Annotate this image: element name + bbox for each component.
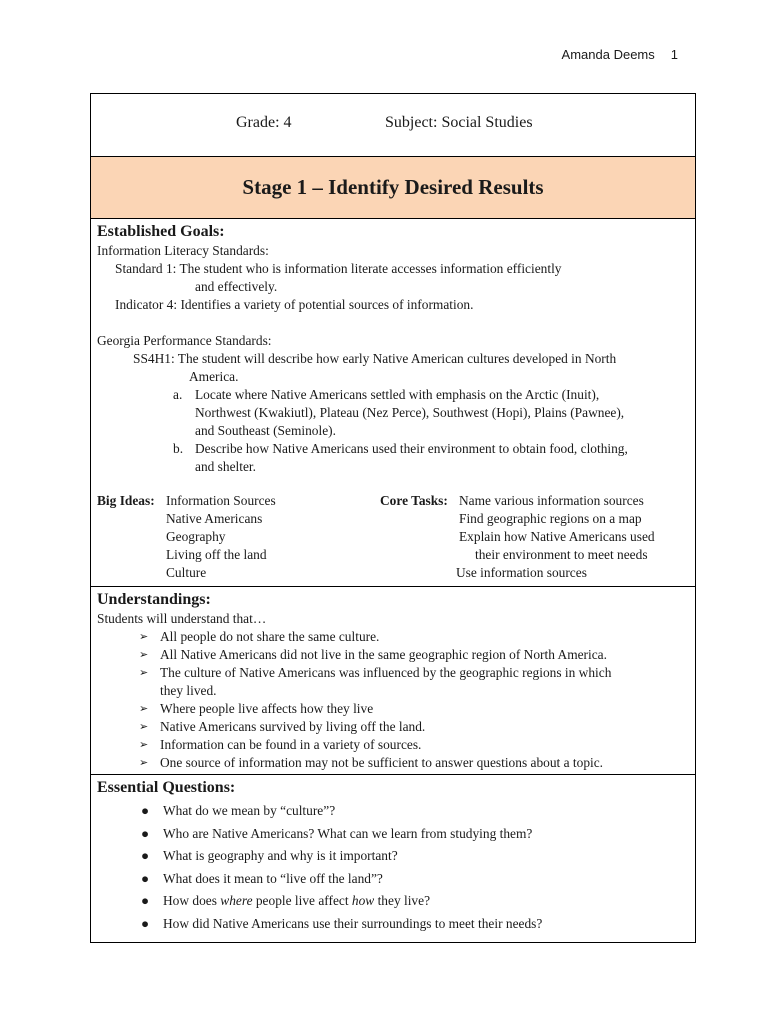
- understanding-line: One source of information may not be sufficient to answer questions about a topic.: [160, 755, 604, 770]
- gps-heading: Georgia Performance Standards:: [97, 333, 272, 348]
- goal-item-line: and Southeast (Seminole).: [195, 423, 336, 438]
- understanding-line: they lived.: [160, 683, 217, 698]
- big-idea-item: Native Americans: [166, 511, 263, 526]
- core-task-item: their environment to meet needs: [475, 547, 648, 562]
- understanding-item: [97, 718, 689, 736]
- understandings-list: [97, 628, 689, 772]
- dot-bullet-icon: ●: [141, 893, 150, 909]
- understanding-item: [97, 628, 689, 646]
- arrow-bullet-icon: ➢: [139, 739, 149, 751]
- lesson-plan-table: [90, 93, 696, 943]
- goal-items: [97, 386, 689, 476]
- understanding-line: The culture of Native Americans was influenced by the geographic regions in which: [160, 665, 612, 680]
- ss4h1-continued: America.: [189, 369, 239, 384]
- arrow-bullet-icon: ➢: [139, 721, 149, 733]
- goal-item-marker: b.: [173, 441, 184, 456]
- big-ideas-label: Big Ideas:: [97, 493, 155, 508]
- understanding-item: [97, 736, 689, 754]
- essential-questions-heading: Essential Questions:: [97, 779, 236, 796]
- essential-questions-list: [97, 800, 689, 936]
- understanding-line: All people do not share the same culture.: [160, 629, 380, 644]
- understanding-line: Native Americans survived by living off the land.: [160, 719, 426, 734]
- essential-question-text: How does where people live affect how they live?: [163, 893, 431, 909]
- dot-bullet-icon: ●: [141, 915, 150, 931]
- big-idea-item: Culture: [166, 565, 207, 580]
- ss4h1-line: SS4H1: The student will describe how early Native American cultures developed in North: [133, 351, 617, 366]
- author-name: Amanda Deems: [561, 47, 655, 62]
- big-idea-item: Living off the land: [166, 547, 267, 562]
- essential-question-item: [97, 823, 689, 846]
- arrow-bullet-icon: ➢: [139, 703, 149, 715]
- core-tasks-label: Core Tasks:: [380, 493, 448, 508]
- understanding-item: [97, 664, 689, 700]
- understanding-item: [97, 700, 689, 718]
- stage-title: Stage 1 – Identify Desired Results: [91, 157, 695, 219]
- essential-question-item: [97, 913, 689, 936]
- essential-questions-section: [91, 775, 695, 942]
- subject-label: Subject: Social Studies: [385, 114, 533, 131]
- core-task-item: Use information sources: [456, 565, 587, 580]
- goal-item-line: Locate where Native Americans settled with emphasis on the Arctic (Inuit),: [195, 387, 600, 402]
- core-task-item: Name various information sources: [459, 493, 644, 508]
- essential-question-text: What is geography and why is it important?: [163, 848, 398, 864]
- essential-question-item: [97, 890, 689, 913]
- understanding-line: Information can be found in a variety of sources.: [160, 737, 422, 752]
- dot-bullet-icon: ●: [141, 848, 150, 864]
- info-literacy-heading: Information Literacy Standards:: [97, 243, 269, 258]
- essential-question-item: [97, 845, 689, 868]
- dot-bullet-icon: ●: [141, 803, 150, 818]
- core-task-item: Explain how Native Americans used: [459, 529, 655, 544]
- arrow-bullet-icon: ➢: [139, 667, 149, 679]
- goal-item-marker: a.: [173, 387, 183, 402]
- essential-question-text: What does it mean to “live off the land”?: [163, 870, 383, 886]
- understandings-intro: Students will understand that…: [97, 611, 267, 626]
- essential-question-text: What do we mean by “culture”?: [163, 803, 336, 818]
- arrow-bullet-icon: ➢: [139, 631, 149, 643]
- goals-heading: Established Goals:: [97, 223, 225, 240]
- goal-item-line: Northwest (Kwakiutl), Plateau (Nez Perce), Southwest (Hopi), Plains (Pawnee),: [195, 405, 625, 420]
- dot-bullet-icon: ●: [141, 825, 150, 841]
- understanding-line: Where people live affects how they live: [160, 701, 374, 716]
- understanding-item: [97, 646, 689, 664]
- understandings-heading: Understandings:: [97, 591, 211, 608]
- goal-item-line: Describe how Native Americans used their environment to obtain food, clothing,: [195, 441, 628, 456]
- indicator-4-line: Indicator 4: Identifies a variety of potential sources of information.: [115, 297, 474, 312]
- essential-question-text: Who are Native Americans? What can we learn from studying them?: [163, 825, 533, 841]
- standard-1-line: Standard 1: The student who is information literate accesses information efficiently: [115, 261, 562, 276]
- grade-subject-row: [91, 94, 695, 157]
- essential-question-item: [97, 868, 689, 891]
- big-idea-item: Information Sources: [166, 493, 276, 508]
- core-task-item: Find geographic regions on a map: [459, 511, 642, 526]
- big-ideas-list: [166, 492, 276, 582]
- goal-item: [97, 440, 689, 476]
- arrow-bullet-icon: ➢: [139, 757, 149, 769]
- ideas-tasks-block: [97, 492, 689, 584]
- big-idea-item: Geography: [166, 529, 226, 544]
- page-number: 1: [670, 47, 678, 62]
- dot-bullet-icon: ●: [141, 870, 150, 886]
- arrow-bullet-icon: ➢: [139, 649, 149, 661]
- core-tasks-list: [456, 492, 699, 582]
- established-goals-section: [91, 219, 695, 587]
- goal-item-line: and shelter.: [195, 459, 256, 474]
- page-header: [562, 47, 678, 62]
- understanding-item: [97, 754, 689, 772]
- understandings-section: [91, 587, 695, 775]
- goal-item: [97, 386, 689, 440]
- essential-question-item: [97, 800, 689, 823]
- standard-1-continued: and effectively.: [195, 279, 278, 294]
- grade-label: Grade: 4: [236, 114, 292, 131]
- essential-question-text: How did Native Americans use their surroundings to meet their needs?: [163, 915, 543, 931]
- understanding-line: All Native Americans did not live in the same geographic region of North America.: [160, 647, 607, 662]
